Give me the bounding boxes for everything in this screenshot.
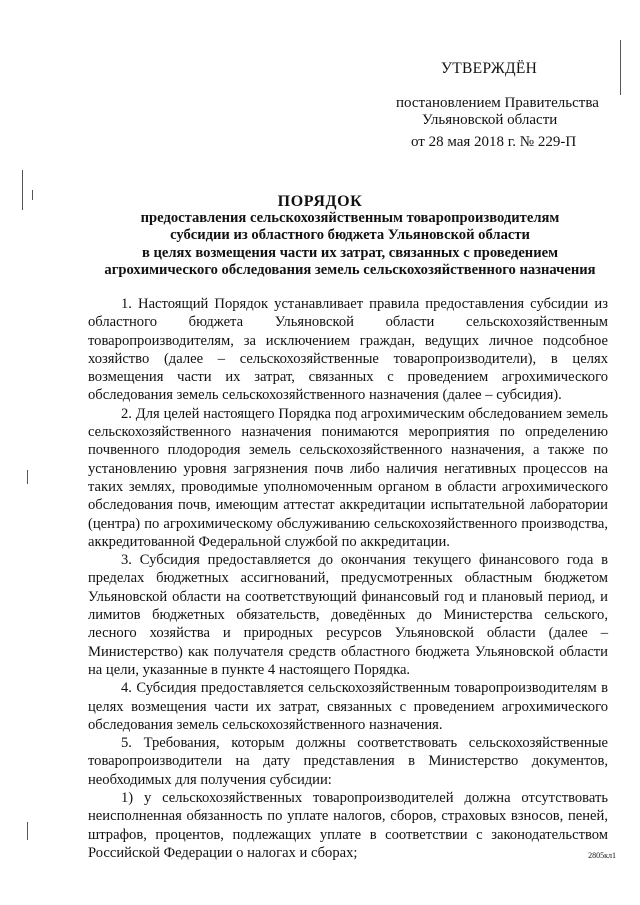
approval-stamp-title: УТВЕРЖДЁН <box>441 60 538 77</box>
footer-code: 2805кл1 <box>588 851 616 860</box>
margin-mark <box>27 470 28 484</box>
paragraph-3: 3. Субсидия предоставляется до окончания текущего финансового года в пределах бюджетных ассигнований, предусмотренных областным бюджетом Ульяновской области на соответствующий финансовый год и плановый период, и лимитов бюджетных обязательств, доведённых до Министерства сельского, лесного хозяйства и природных ресурсов Ульяновской области (далее – Министерство) как получателя средств областного бюджета Ульяновской области на цели, указанные в пункте 4 настоящего Порядка. <box>88 552 608 678</box>
subtitle-line: в целях возмещения части их затрат, связанных с проведением <box>141 244 559 261</box>
approval-line-3: от 28 мая 2018 г. № 229-П <box>411 134 577 150</box>
paragraph-4: 4. Субсидия предоставляется сельскохозяйственным товаропроизводителям в целях возмещения части их затрат, связанных с проведением агрохимического обследования земель сельскохозяйственного назначения. <box>88 680 608 733</box>
paragraph-5: 5. Требования, которым должны соответствовать сельскохозяйственные товаропроизводители на дату представления в Министерство документов, необходимых для получения субсидии: <box>88 735 608 788</box>
margin-mark <box>620 40 621 95</box>
document-subtitle <box>60 210 640 280</box>
margin-mark <box>32 190 33 200</box>
paragraph-5-item-1: 1) у сельскохозяйственных товаропроизводителей должна отсутствовать неисполненная обязанность по уплате налогов, сборов, страховых взносов, пеней, штрафов, процентов, подлежащих уплате в соответствии с законодательством Российской Федерации о налогах и сборах; <box>88 790 608 861</box>
approval-line-2: Ульяновской области <box>422 112 558 128</box>
paragraph-2: 2. Для целей настоящего Порядка под агрохимическим обследованием земель сельскохозяйственного назначения понимаются мероприятия по определению почвенного плодородия земель сельскохозяйственного назначения, а также по установлению уровня загрязнения почв либо наличия негативных процессов на таких землях, проводимые уполномоченным органом в области агрохимического обследования почв, имеющим аттестат аккредитации испытательной лаборатории (центра) по агрохимическому обслуживанию сельскохозяйственного производства, аккредитованной Федеральной службой по аккредитации. <box>88 405 608 550</box>
margin-mark <box>27 822 28 840</box>
subtitle-line: предоставления сельскохозяйственным товаропроизводителям <box>140 210 560 226</box>
document-body <box>88 295 608 862</box>
approval-line-1: постановлением Правительства <box>396 95 599 111</box>
subtitle-line: субсидии из областного бюджета Ульяновской области <box>170 227 530 244</box>
subtitle-line: агрохимического обследования земель сельскохозяйственного назначения <box>104 262 596 279</box>
margin-mark <box>22 170 23 210</box>
document-title: ПОРЯДОК <box>277 193 363 210</box>
paragraph-1: 1. Настоящий Порядок устанавливает правила предоставления субсидии из областного бюджета Ульяновской области сельскохозяйственным товаропроизводителям, за исключением граждан, ведущих личное подсобное хозяйство (далее – сельскохозяйственные товаропроизводители), в целях возмещения части их затрат, связанных с проведением агрохимического обследования земель сельскохозяйственного назначения (далее – субсидия). <box>88 296 608 404</box>
